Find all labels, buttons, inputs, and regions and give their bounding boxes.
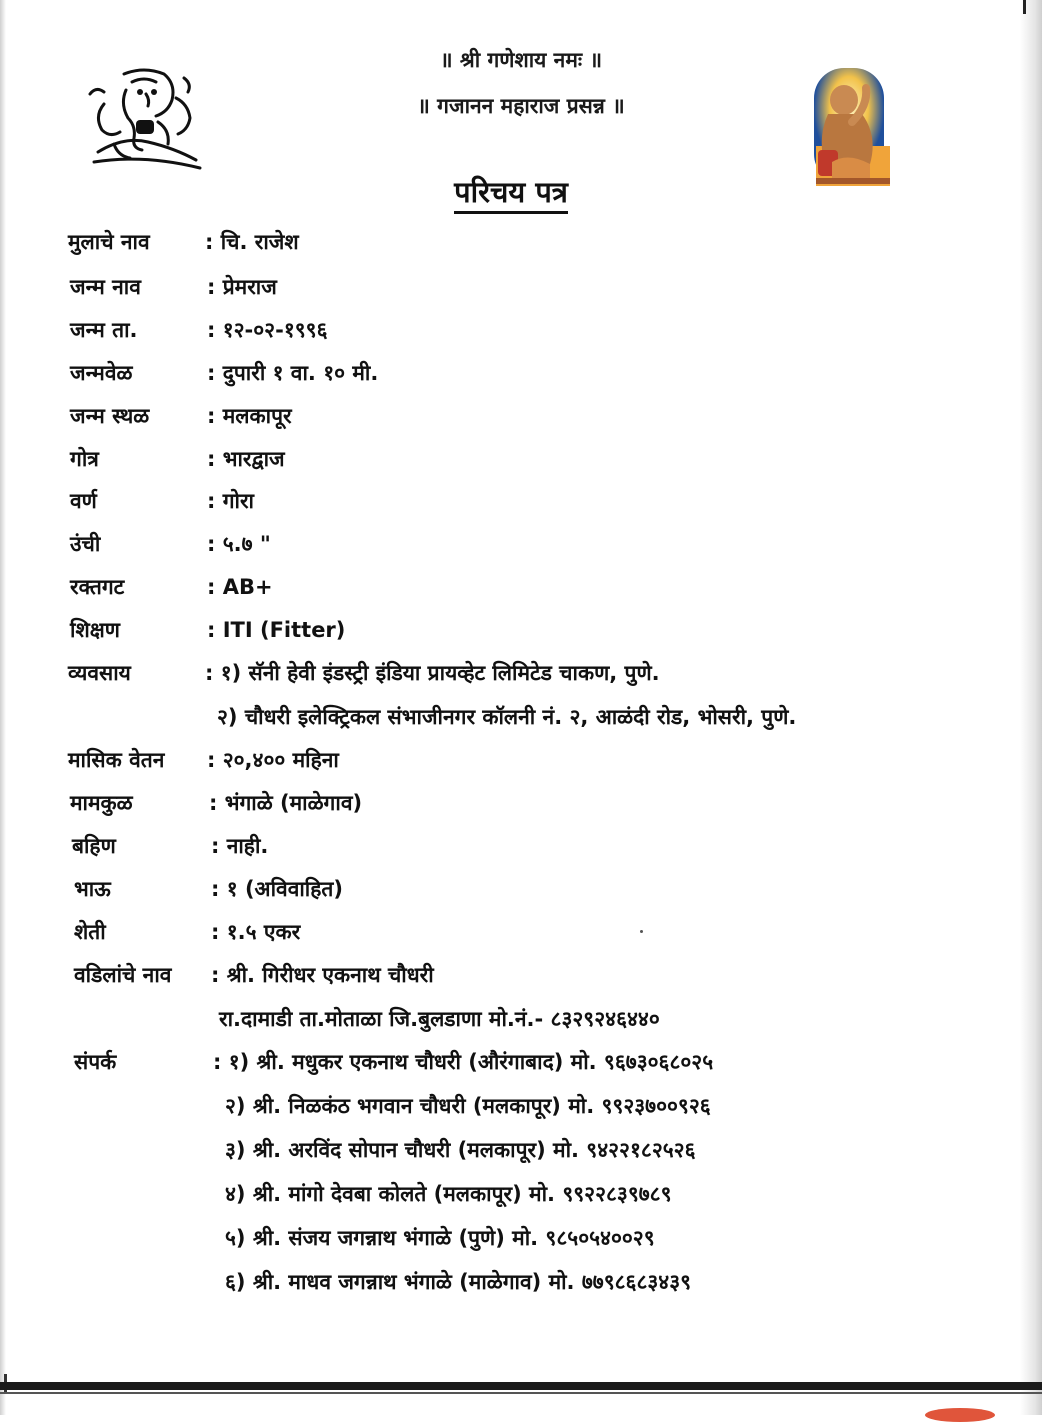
label-height: उंची [70,532,101,556]
label-blood-group: रक्तगट [70,575,125,599]
label-farm-land: शेती [74,920,106,944]
label-birth-name: जन्म नाव [70,275,141,299]
label-complexion: वर्ण [70,489,97,513]
value-father-name: : श्री. गिरीधर एकनाथ चौधरी [211,963,434,987]
value-gotra: : भारद्वाज [207,447,285,471]
value-contact-5: ५) श्री. संजय जगन्नाथ भंगाळे (पुणे) मो. ९८५०५४००२९ [225,1226,655,1250]
value-contact-1: : १) श्री. मधुकर एकनाथ चौधरी (औरंगाबाद) मो. ९६७३०६८०२५ [213,1050,714,1074]
value-maternal-family: : भंगाळे (माळेगाव) [209,791,363,815]
label-sister: बहिण [72,834,116,858]
label-birth-time: जन्मवेळ [70,361,133,385]
bottom-border-line-thin [0,1392,1042,1394]
label-father-name: वडिलांचे नाव [74,963,172,987]
value-contact-6: ६) श्री. माधव जगन्नाथ भंगाळे (माळेगाव) मो. ७७९८६८३४३९ [225,1270,692,1294]
invocation-line: ॥ श्री गणेशाय नमः ॥ [439,48,603,72]
label-monthly-salary: मासिक वेतन [68,748,165,772]
label-contacts: संपर्क [74,1050,117,1074]
value-brother: : १ (अविवाहित) [211,877,343,901]
value-farm-land: : १.५ एकर [211,920,301,944]
ganesh-drawing-icon [84,64,204,176]
value-birth-date: : १२-०२-१९९६ [207,318,328,342]
value-occupation-2: २) चौधरी इलेक्ट्रिकल संभाजीनगर कॉलनी नं. २, आळंदी रोड, भोसरी, पुणे. [217,705,797,729]
background-object [925,1408,995,1422]
label-birth-date: जन्म ता. [70,318,138,342]
page-edge-shadow-left [0,0,6,1415]
value-occupation-1: : १) सॅनी हेवी इंडस्ट्री इंडिया प्रायव्हेट लिमिटेड चाकण, पुणे. [205,661,660,685]
document-title-text: परिचय पत्र [454,175,568,214]
value-contact-2: २) श्री. निळकंठ भगवान चौधरी (मलकापूर) मो. ९९२३७००९२६ [225,1094,711,1118]
label-boy-name: मुलाचे नाव [68,230,150,254]
value-father-address: रा.दामाडी ता.मोताळा जि.बुलडाणा मो.नं.- ८३२९२४६४४० [219,1007,660,1031]
label-occupation: व्यवसाय [68,661,131,685]
label-birth-place: जन्म स्थळ [70,404,150,428]
label-education: शिक्षण [70,618,120,642]
speck [640,930,643,933]
label-brother: भाऊ [74,877,111,901]
value-sister: : नाही. [211,834,269,858]
value-monthly-salary: : २०,४०० महिना [207,748,339,772]
value-education: : ITI (Fitter) [207,618,346,642]
value-birth-place: : मलकापूर [207,404,292,428]
page-edge-shadow-right [1020,0,1042,1415]
corner-mark [1023,0,1026,14]
bottom-border-line [0,1382,1042,1390]
label-gotra: गोत्र [70,447,99,471]
value-contact-3: ३) श्री. अरविंद सोपान चौधरी (मलकापूर) मो. ९४२२१८२५२६ [225,1138,696,1162]
value-birth-name: : प्रेमराज [207,275,277,299]
value-birth-time: : दुपारी १ वा. १० मी. [207,361,379,385]
value-height: : ५.७ " [207,532,271,556]
label-maternal-family: मामकुळ [70,791,133,815]
value-boy-name: : चि. राजेश [205,230,299,254]
gajanan-maharaj-picture-icon [808,66,890,186]
value-blood-group: : AB+ [207,575,273,599]
blessing-line: ॥ गजानन महाराज प्रसन्न ॥ [417,94,625,118]
value-contact-4: ४) श्री. मांगो देवबा कोलते (मलकापूर) मो. ९९२२८३९७८९ [225,1182,672,1206]
value-complexion: : गोरा [207,489,254,513]
